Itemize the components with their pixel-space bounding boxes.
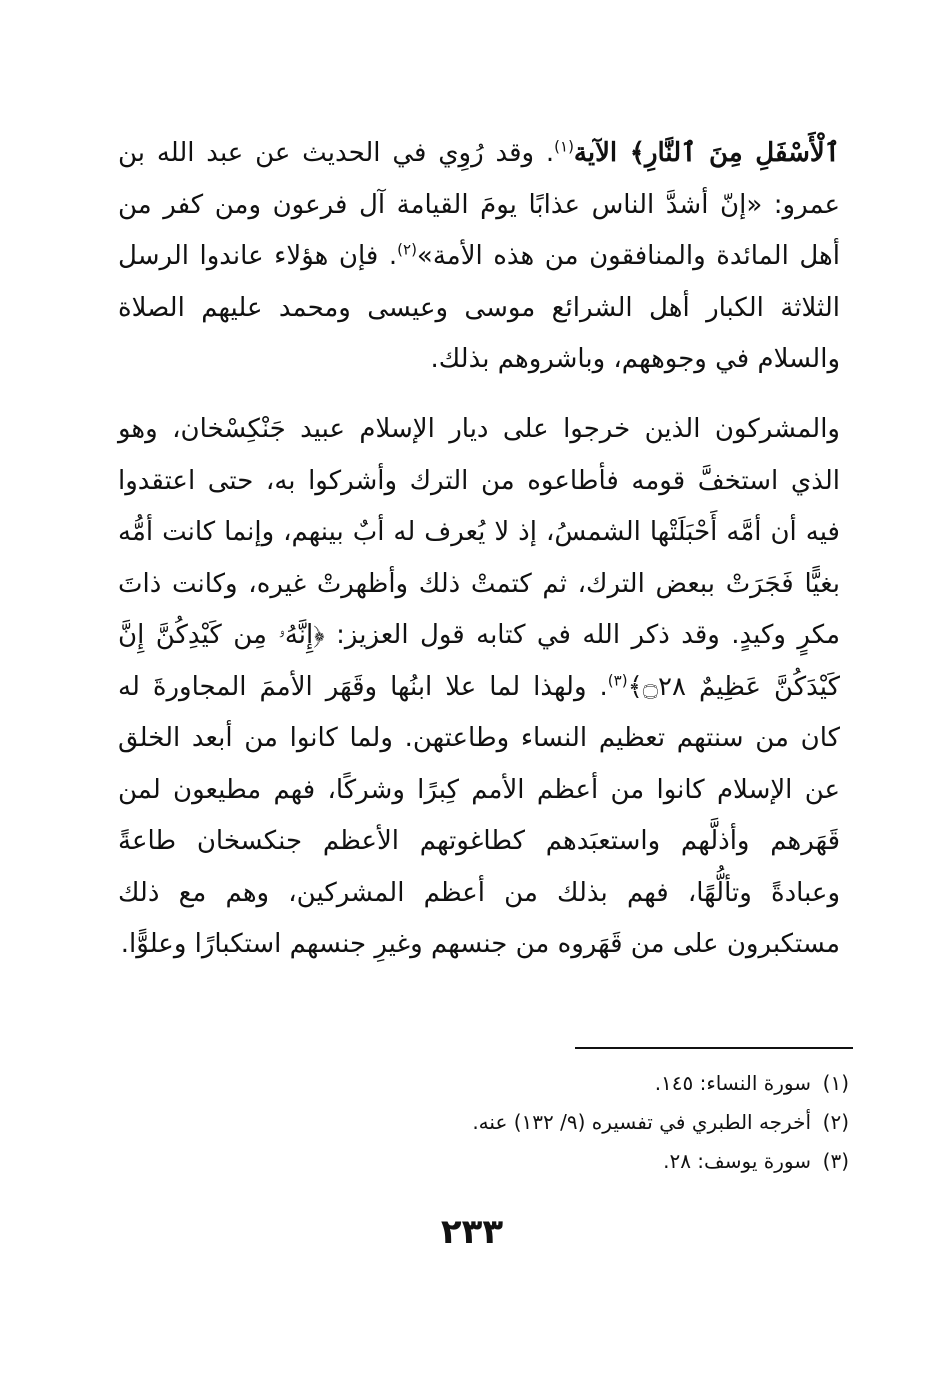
footnote-divider xyxy=(575,1047,853,1049)
paragraph-2 xyxy=(118,404,840,971)
footnote-ref-1[interactable]: (١) xyxy=(554,137,574,156)
paragraph-1 xyxy=(118,128,840,386)
footnote-number: (٣) xyxy=(822,1149,849,1173)
paragraph-text: . ولهذا لما علا ابنُها وقَهَر الأممَ المجاورةَ له كان من سنتهم تعظيم النساء وطاعتهن. ولما كانوا من أبعد الخلق عن الإسلام كانوا من أعظم الأمم كِبرًا وشركًا، فهم مطيعون لمن قَهَرهم وأذلَّهم واستعبَدهم كطاغوتهم الأعظم جنكسخان طاعةً وعبادةً وتألُّهًا، فهم بذلك من أعظم المشركين، وهم مع ذلك مستكبرون على من قَهَروه من جنسهم وغيرِ جنسهم استكبارًا وعلوًّا. xyxy=(118,671,840,959)
paragraph-text: . وقد رُوِي في الحديث عن عبد الله بن عمرو: «إنّ أشدَّ الناس عذابًا يومَ القيامة آل فرعون ومن كفر من أهل المائدة والمنافقون من هذه الأمة» xyxy=(118,138,840,271)
footnote-ref-2[interactable]: (٢) xyxy=(397,240,417,259)
paragraph-text: والمشركون الذين خرجوا على ديار الإسلام عبيد جَنْكِسْخان، وهو الذي استخفَّ قومه فأطاعوه من الترك وأشركوا به، حتى اعتقدوا فيه أن أمَّه أَحْبَلَتْها الشمسُ، إذ لا يُعرف له أبٌ بينهم، وإنما كانت أمُّه بغيًّا فَجَرَتْ ببعض الترك، ثم كتمتْ ذلك وأظهرتْ غيره، وكانت ذاتَ مكرٍ وكيدٍ. وقد ذكر الله في كتابه قول العزيز: ﴿إِنَّهُۥ مِن كَيْدِكُنَّ إِنَّ كَيْدَكُنَّ عَظِيمٌ ۝٢٨﴾ xyxy=(118,414,840,702)
footnote-text: أخرجه الطبري في تفسيره (٩/ ١٣٢) عنه. xyxy=(472,1110,811,1134)
quran-quote-fragment: ٱلْأَسْفَلِ مِنَ ٱلنَّارِ﴾ الآية xyxy=(573,138,840,168)
paragraph-text: . فإن هؤلاء عاندوا الرسل الثلاثة الكبار أهل الشرائع موسى وعيسى ومحمد عليهم الصلاة والسلام في وجوههم، وباشروهم بذلك. xyxy=(118,241,840,374)
footnote-3 xyxy=(249,1142,849,1181)
footnote-text: سورة يوسف: ٢٨. xyxy=(663,1149,811,1173)
page-number: ٢٣٣ xyxy=(440,1212,504,1252)
footnote-2 xyxy=(249,1103,849,1142)
footnotes xyxy=(249,1064,849,1181)
footnote-text: سورة النساء: ١٤٥. xyxy=(654,1071,811,1095)
footnote-number: (٢) xyxy=(822,1110,849,1134)
footnote-1 xyxy=(249,1064,849,1103)
footnote-ref-3[interactable]: (٣) xyxy=(607,670,628,689)
footnote-number: (١) xyxy=(822,1071,849,1095)
